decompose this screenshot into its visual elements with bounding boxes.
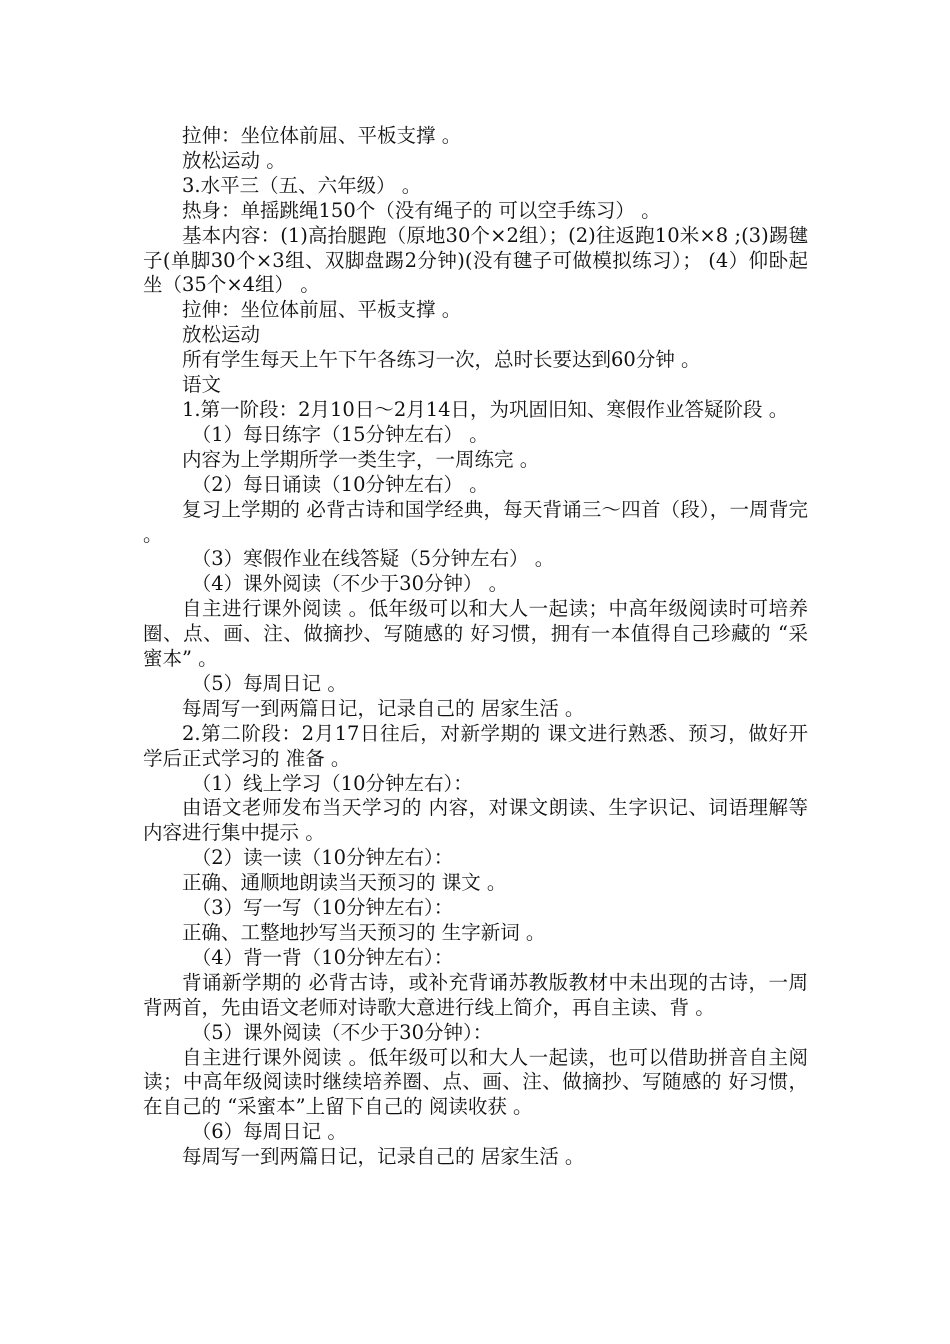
stage-two-item-3-detail: 正确、工整地抄写当天预习的 生字新词 。 bbox=[182, 921, 546, 944]
stage-two-item-2: （2）读一读（10分钟左右）： bbox=[191, 846, 454, 870]
paragraph-daily-total: 所有学生每天上午下午各练习一次，总时长要达到60分钟 。 bbox=[182, 348, 701, 372]
stage-one-heading: 1.第一阶段：2月10日～2月14日，为巩固旧知、寒假作业答疑阶段 。 bbox=[182, 397, 789, 421]
stage-two-item-3: （3）写一写（10分钟左右）： bbox=[191, 896, 454, 920]
heading-level-3: 3.水平三（五、六年级） 。 bbox=[182, 173, 422, 197]
stage-one-item-1: （1）每日练字（15分钟左右） 。 bbox=[191, 422, 489, 446]
paragraph-warmup: 热身：单摇跳绳150个（没有绳子的 可以空手练习） 。 bbox=[182, 198, 661, 222]
paragraph-stretch-1: 拉伸：坐位体前屈、平板支撑 。 bbox=[182, 124, 462, 147]
stage-two-item-1: （1）线上学习（10分钟左右）： bbox=[191, 771, 473, 795]
stage-one-item-3: （3）寒假作业在线答疑（5分钟左右） 。 bbox=[191, 547, 555, 571]
paragraph-basic-content: 基本内容：(1)高抬腿跑（原地30个×2组）；(2)往返跑10米×8 ;(3)踢毽子(单脚30个×3组、双脚盘踢2分钟)(没有毽子可做模拟练习）； (4）仰卧起坐（35个×4组） 。 bbox=[143, 223, 808, 297]
document-body bbox=[143, 124, 808, 1170]
stage-two-item-1-detail: 由语文老师发布当天学习的 内容，对课文朗读、生字识记、词语理解等内容进行集中提示 。 bbox=[143, 796, 808, 845]
paragraph-stretch-2: 拉伸：坐位体前屈、平板支撑 。 bbox=[182, 298, 462, 322]
stage-one-item-1-detail: 内容为上学期所学一类生字，一周练完 。 bbox=[182, 447, 540, 471]
stage-two-item-6: （6）每周日记 。 bbox=[191, 1120, 347, 1144]
section-heading-chinese: 语文 bbox=[182, 373, 222, 397]
stage-one-item-5-detail: 每周写一到两篇日记，记录自己的 居家生活 。 bbox=[182, 696, 585, 720]
stage-two-item-5: （5）课外阅读（不少于30分钟）： bbox=[191, 1020, 493, 1044]
stage-one-item-5: （5）每周日记 。 bbox=[191, 671, 347, 695]
paragraph-relax-1: 放松运动 。 bbox=[182, 148, 286, 172]
stage-two-heading: 2.第二阶段：2月17日往后，对新学期的 课文进行熟悉、预习，做好开学后正式学习的 准备 。 bbox=[143, 721, 808, 770]
stage-one-item-2: （2）每日诵读（10分钟左右） 。 bbox=[191, 472, 489, 496]
stage-two-item-4-detail: 背诵新学期的 必背古诗，或补充背诵苏教版教材中未出现的古诗，一周背两首，先由语文老师对诗歌大意进行线上简介，再自主读、背 。 bbox=[143, 970, 808, 1019]
stage-two-item-2-detail: 正确、通顺地朗读当天预习的 课文 。 bbox=[182, 871, 507, 895]
stage-one-item-2-detail: 复习上学期的 必背古诗和国学经典，每天背诵三～四首（段），一周背完 。 bbox=[143, 497, 808, 546]
stage-two-item-4: （4）背一背（10分钟左右）： bbox=[191, 945, 454, 969]
stage-two-item-6-detail: 每周写一到两篇日记，记录自己的 居家生活 。 bbox=[182, 1145, 585, 1169]
stage-one-item-4-detail: 自主进行课外阅读 。低年级可以和大人一起读；中高年级阅读时可培养圈、点、画、注、做摘抄、写随感的 好习惯，拥有一本值得自己珍藏的 “采蜜本” 。 bbox=[143, 597, 808, 671]
paragraph-relax-2: 放松运动 bbox=[182, 323, 261, 347]
stage-one-item-4: （4）课外阅读（不少于30分钟） 。 bbox=[191, 572, 509, 596]
stage-two-item-5-detail: 自主进行课外阅读 。低年级可以和大人一起读，也可以借助拼音自主阅读；中高年级阅读时继续培养圈、点、画、注、做摘抄、写随感的 好习惯，在自己的 “采蜜本”上留下自己的 阅读收获 。 bbox=[143, 1045, 808, 1119]
